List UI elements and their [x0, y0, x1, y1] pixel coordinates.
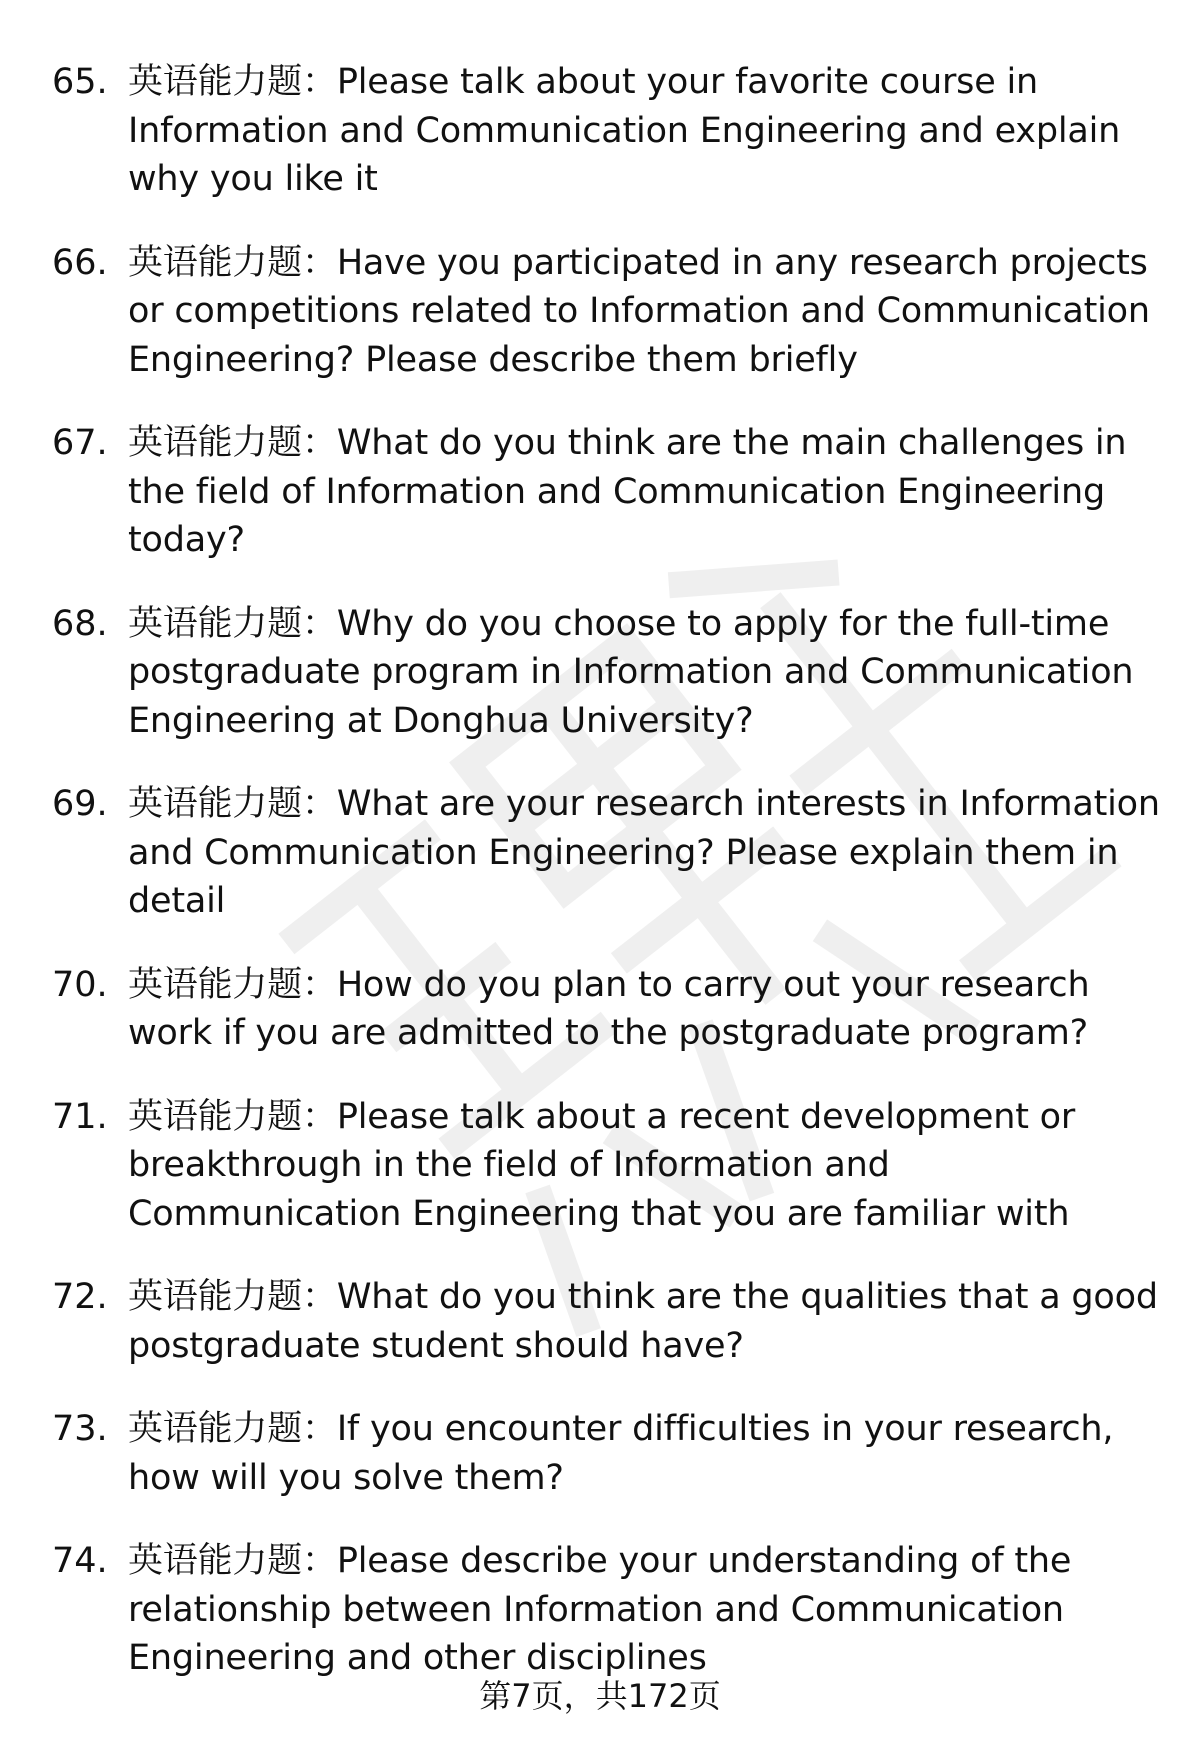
question-body	[128, 600, 1172, 746]
question-item	[52, 600, 1172, 746]
question-label: 英语能力题：	[128, 1277, 337, 1317]
question-label: 英语能力题：	[128, 1541, 337, 1581]
question-label: 英语能力题：	[128, 242, 337, 283]
question-body	[128, 961, 1172, 1058]
question-text: If you encounter difficulties in your research, how will you solve them?	[128, 1409, 1114, 1498]
question-number: 72.	[52, 1277, 108, 1317]
question-text: What do you think are the main challenges in the field of Information and Communication Engineering today?	[128, 423, 1127, 560]
question-number: 67.	[52, 423, 108, 463]
question-body	[128, 419, 1172, 565]
question-text: What do you think are the qualities that a good postgraduate student should have?	[128, 1277, 1158, 1366]
question-label: 英语能力题：	[128, 62, 337, 102]
question-item	[52, 1273, 1172, 1370]
question-item	[52, 419, 1172, 565]
question-text: Please describe your understanding of the relationship between Information and Communication Engineering and other disciplines	[128, 1541, 1072, 1678]
question-text: Please talk about a recent development or breakthrough in the field of Information and Communication Engineering that you are familiar with	[128, 1096, 1076, 1234]
question-label: 英语能力题：	[128, 964, 337, 1005]
question-body	[128, 239, 1172, 385]
question-body	[128, 1537, 1172, 1683]
question-list	[52, 58, 1172, 1718]
question-number: 66.	[52, 242, 108, 283]
question-label: 英语能力题：	[128, 603, 337, 644]
question-body	[128, 58, 1172, 204]
question-item	[52, 1093, 1172, 1239]
question-item	[52, 239, 1172, 385]
question-number: 69.	[52, 784, 108, 824]
question-label: 英语能力题：	[128, 784, 337, 824]
question-item	[52, 1537, 1172, 1683]
question-body	[128, 780, 1172, 926]
question-label: 英语能力题：	[128, 423, 337, 463]
question-item	[52, 780, 1172, 926]
question-number: 68.	[52, 603, 108, 644]
question-text: How do you plan to carry out your research work if you are admitted to the postgraduate program?	[128, 964, 1090, 1053]
question-body	[128, 1093, 1172, 1239]
question-text: Please talk about your favorite course in Information and Communication Engineering and explain why you like it	[128, 62, 1121, 199]
question-item	[52, 1405, 1172, 1502]
page-footer: 第7页，共172页	[479, 1677, 721, 1715]
question-number: 71.	[52, 1096, 108, 1137]
question-label: 英语能力题：	[128, 1409, 337, 1449]
question-body	[128, 1405, 1172, 1502]
question-number: 73.	[52, 1409, 108, 1449]
question-number: 70.	[52, 964, 108, 1005]
question-item	[52, 58, 1172, 204]
question-item	[52, 961, 1172, 1058]
question-number: 74.	[52, 1541, 108, 1581]
question-text: What are your research interests in Information and Communication Engineering? Please explain them in detail	[128, 784, 1160, 921]
question-text: Have you participated in any research projects or competitions related to Information and Communication Engineering? Please describe them briefly	[128, 242, 1150, 380]
question-text: Why do you choose to apply for the full-time postgraduate program in Information and Communication Engineering at Donghua University?	[128, 603, 1134, 741]
question-number: 65.	[52, 62, 108, 102]
question-label: 英语能力题：	[128, 1096, 337, 1137]
question-body	[128, 1273, 1172, 1370]
